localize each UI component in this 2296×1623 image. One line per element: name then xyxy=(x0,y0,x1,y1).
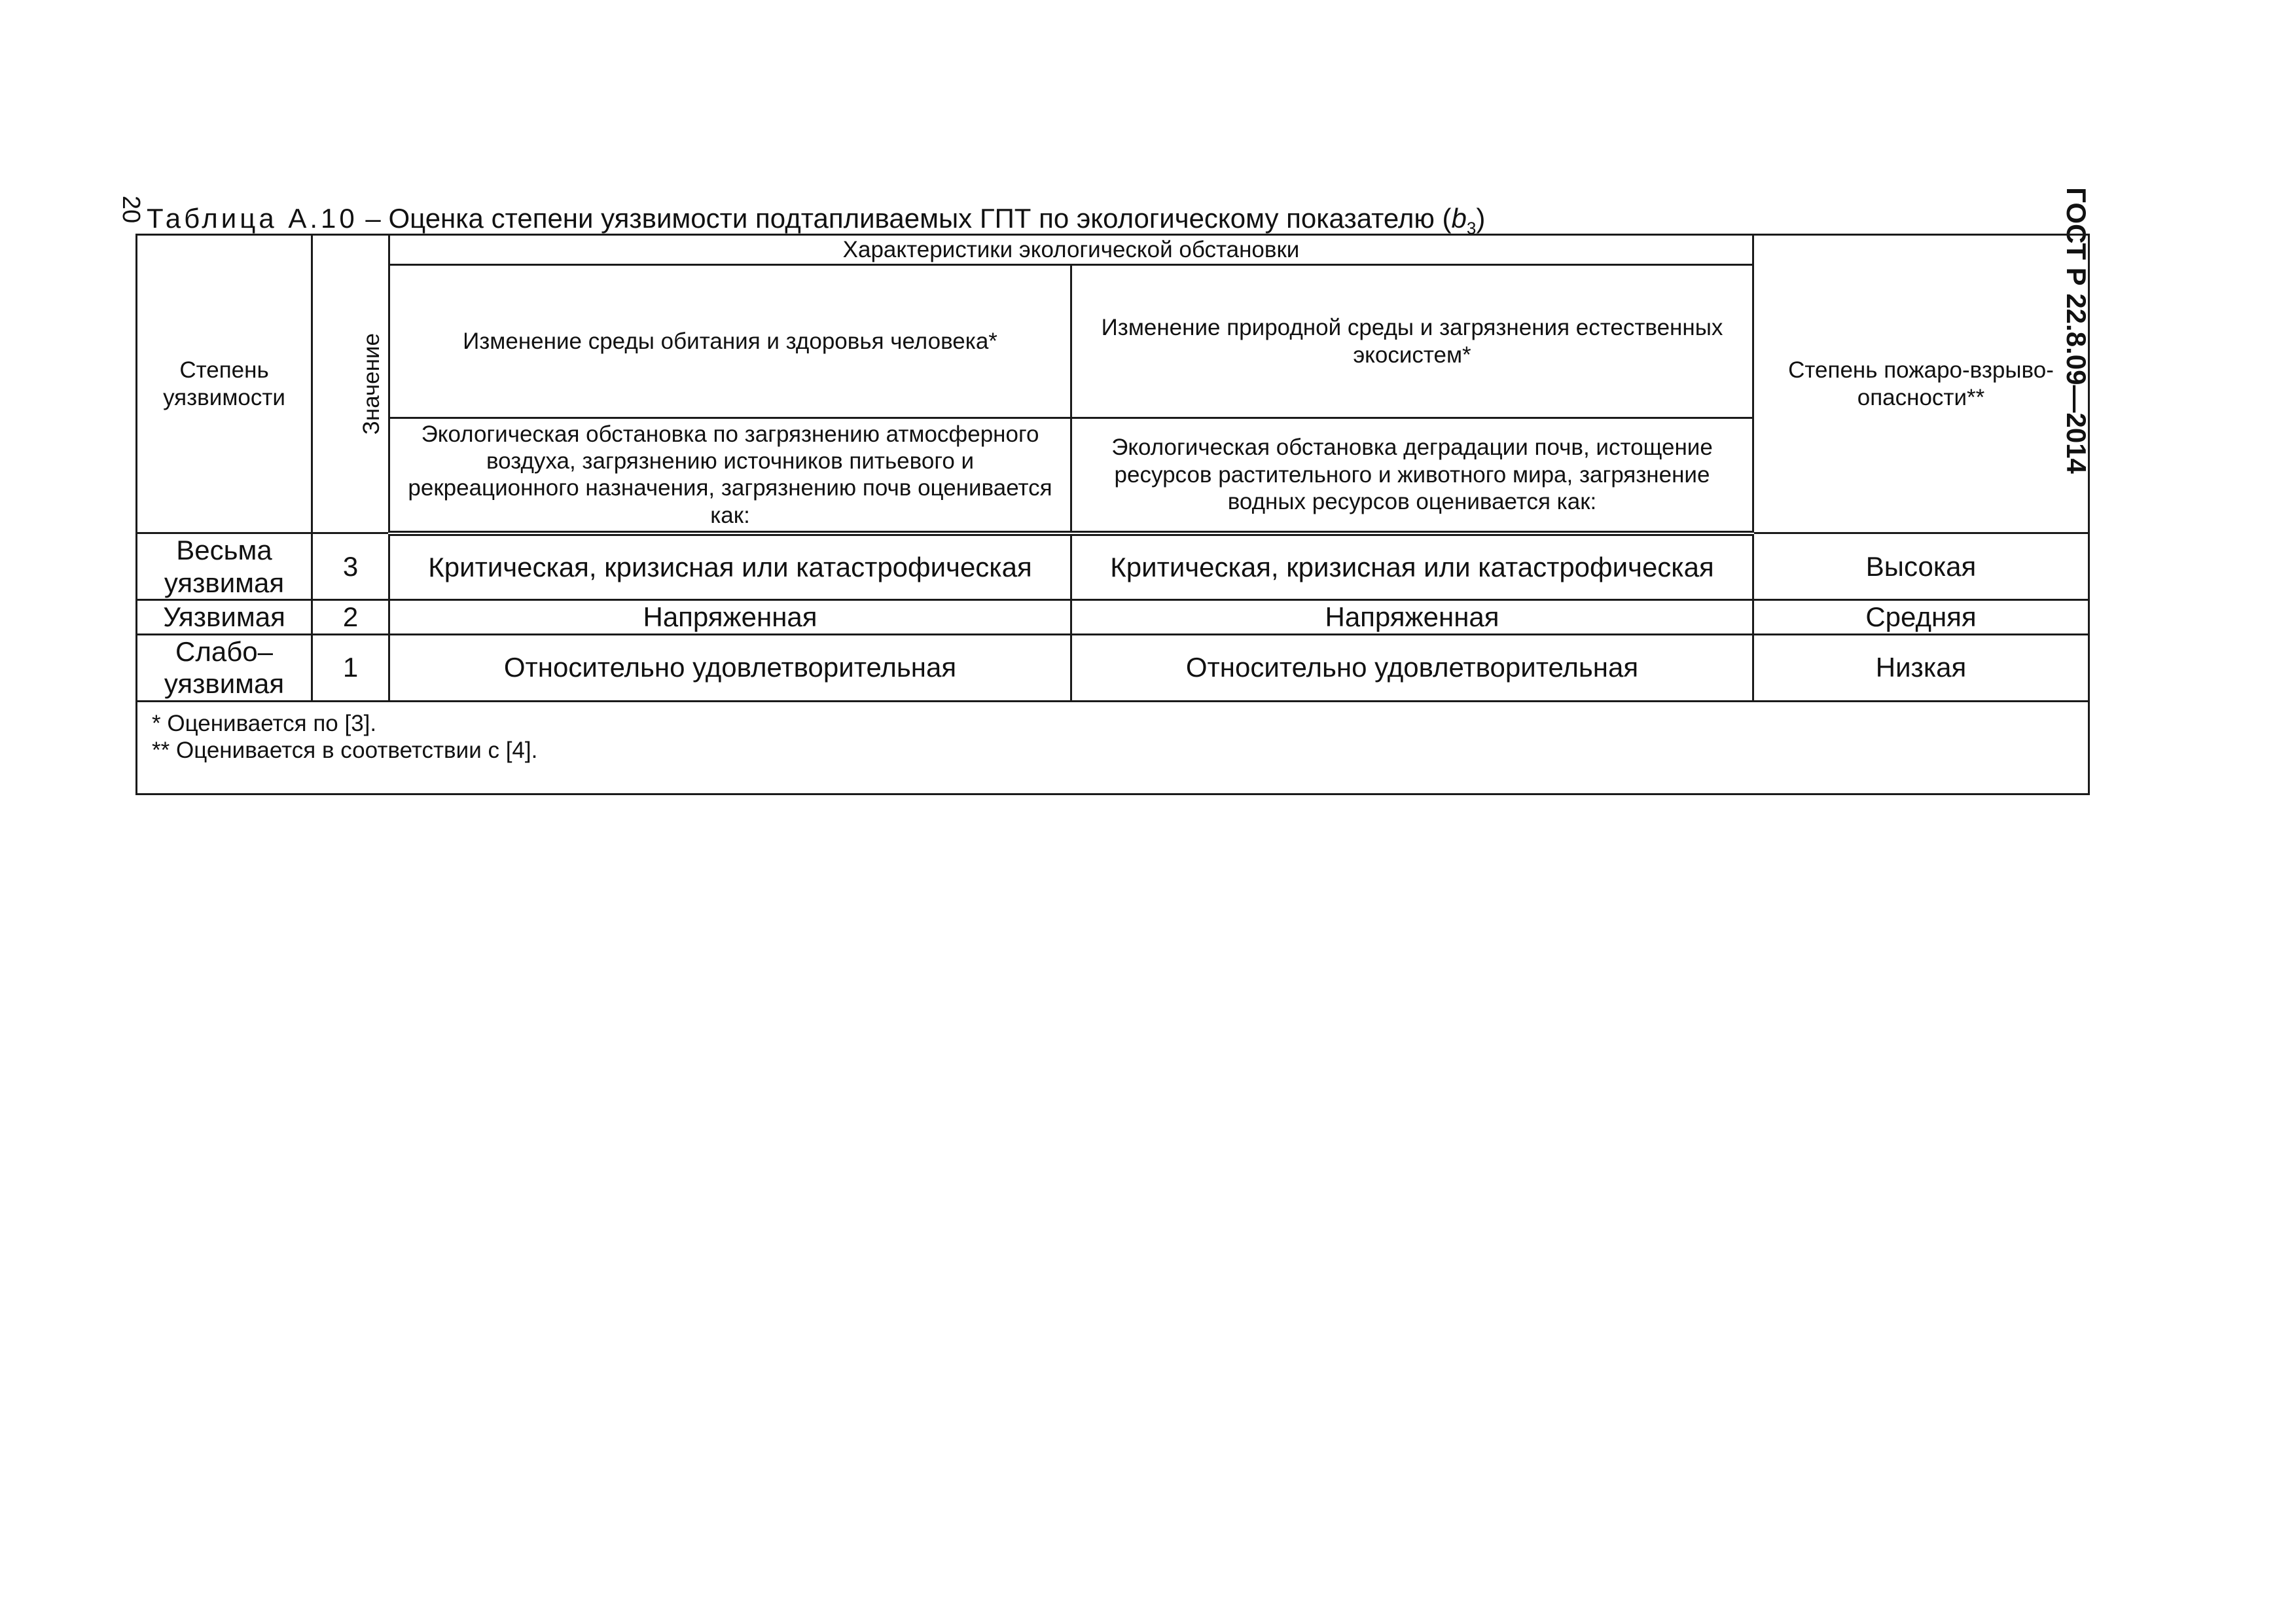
table-row xyxy=(137,634,2089,701)
row-natural: Относительно удовлетворительная xyxy=(1071,634,1753,701)
caption-text: – Оценка степени уязвимости подтапливаемых ГПТ по экологическому показателю ( xyxy=(357,203,1452,234)
header-value xyxy=(312,235,389,533)
caption-table-number: Таблица А.10 xyxy=(147,203,358,234)
header-characteristics: Характеристики экологической обстановки xyxy=(389,235,1753,265)
table-notes xyxy=(137,701,2089,794)
header-natural-env: Изменение природной среды и загрязнения естественных экосистем* xyxy=(1071,265,1753,418)
caption-closing: ) xyxy=(1476,203,1486,234)
vulnerability-table xyxy=(135,234,2090,795)
row-value: 1 xyxy=(312,634,389,701)
row-degree: Весьма уязвимая xyxy=(137,533,312,600)
row-value: 2 xyxy=(312,600,389,635)
header-natural-env-desc: Экологическая обстановка деградации почв, истощение ресурсов растительного и животного мира, загрязнение водных ресурсов оценивается как: xyxy=(1071,418,1753,533)
row-human: Критическая, кризисная или катастрофическая xyxy=(389,533,1071,600)
header-degree: Степень уязвимости xyxy=(137,235,312,533)
row-degree: Слабо–уязвимая xyxy=(137,634,312,701)
row-value: 3 xyxy=(312,533,389,600)
row-fire: Низкая xyxy=(1753,634,2089,701)
caption-subscript: 3 xyxy=(1466,218,1477,238)
caption-symbol: b xyxy=(1451,203,1467,234)
note-2: ** Оценивается в соответствии с [4]. xyxy=(152,738,538,764)
table-row xyxy=(137,533,2089,600)
row-natural: Напряженная xyxy=(1071,600,1753,635)
table-row xyxy=(137,600,2089,635)
page-number: 20 xyxy=(117,195,145,224)
header-value-label: Значение xyxy=(358,332,384,435)
row-fire: Высокая xyxy=(1753,533,2089,600)
header-human-env-desc: Экологическая обстановка по загрязнению атмосферного воздуха, загрязнению источников питьевого и рекреационного назначения, загрязнению почв оценивается как: xyxy=(389,418,1071,533)
header-fire-hazard: Степень пожаро-взрыво-опасности** xyxy=(1753,235,2089,533)
row-degree: Уязвимая xyxy=(137,600,312,635)
row-human: Напряженная xyxy=(389,600,1071,635)
row-human: Относительно удовлетворительная xyxy=(389,634,1071,701)
standard-code: ГОСТ Р 22.8.09—2014 xyxy=(2061,187,2092,474)
row-natural: Критическая, кризисная или катастрофическая xyxy=(1071,533,1753,600)
header-human-env: Изменение среды обитания и здоровья человека* xyxy=(389,265,1071,418)
note-1: * Оценивается по [3]. xyxy=(152,710,377,736)
row-fire: Средняя xyxy=(1753,600,2089,635)
